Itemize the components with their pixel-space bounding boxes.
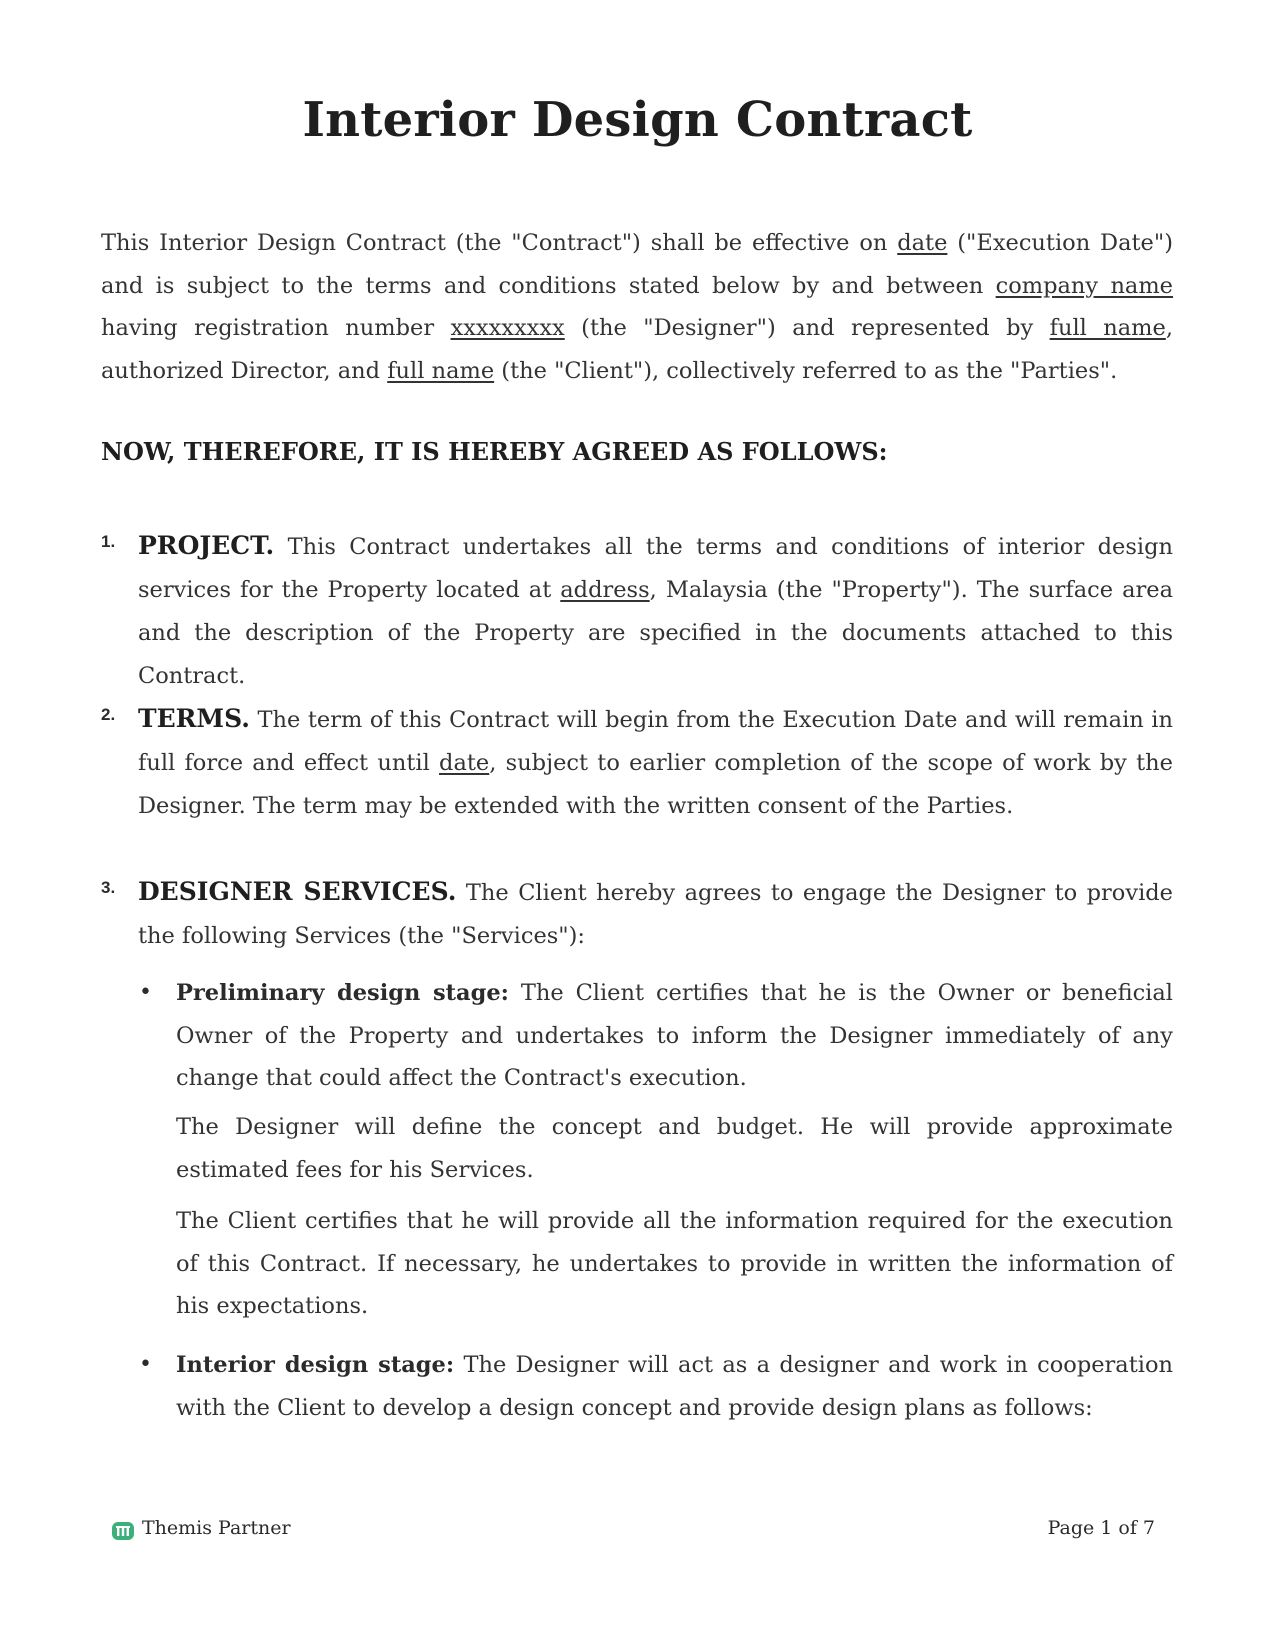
intro-text-4: (the "Designer") and represented by bbox=[564, 315, 1050, 341]
intro-paragraph bbox=[101, 222, 1173, 392]
clause-number: 1. bbox=[101, 532, 116, 551]
clause-body-1: The Client hereby agrees to engage the Designer to provide the following Services (the "Services"): bbox=[138, 880, 1173, 949]
agreement-heading: NOW, THEREFORE, IT IS HEREBY AGREED AS FOLLOWS: bbox=[101, 437, 888, 466]
list-item bbox=[139, 972, 1173, 1100]
service-text: The Designer will act as a designer and work in cooperation with the Client to develop a design concept and provide design plans as follows: bbox=[176, 1352, 1173, 1421]
clause-terms bbox=[101, 697, 1173, 828]
intro-text-5: , authorized Director, and bbox=[101, 315, 1173, 384]
service-paragraph-2 bbox=[101, 1200, 1173, 1328]
clause-number: 2. bbox=[101, 705, 116, 724]
company-name-placeholder: company name bbox=[995, 272, 1174, 299]
clause-body-1: The term of this Contract will begin from the Execution Date and will remain in full force and effect until bbox=[138, 707, 1173, 776]
director-full-name-placeholder: full name bbox=[1049, 315, 1166, 341]
list-item bbox=[139, 1344, 1173, 1429]
service-paragraph-1 bbox=[101, 1106, 1173, 1191]
bullet-icon: • bbox=[139, 1352, 152, 1377]
date-placeholder: date bbox=[897, 230, 948, 256]
clause-text bbox=[138, 524, 1173, 698]
service-heading: Preliminary design stage: bbox=[176, 980, 509, 1006]
service-preliminary bbox=[101, 972, 1173, 1100]
page-number: Page 1 of 7 bbox=[1047, 1517, 1155, 1539]
clause-heading: DESIGNER SERVICES. bbox=[138, 877, 457, 906]
paragraph-text: The Client certifies that he will provide all the information required for the execution of this Contract. If necessary, he undertakes to provide in written the information of his expectations. bbox=[176, 1208, 1173, 1319]
document-title: Interior Design Contract bbox=[302, 92, 973, 148]
client-full-name-placeholder: full name bbox=[387, 357, 495, 384]
intro-text-2: ("Execution Date") and is subject to the terms and conditions stated below by and between bbox=[101, 230, 1173, 299]
paragraph-text: The Designer will define the concept and budget. He will provide approximate estimated fees for his Services. bbox=[176, 1114, 1173, 1183]
service-text: The Client certifies that he is the Owner or beneficial Owner of the Property and undertakes to inform the Designer immediately of any change that could affect the Contract's execution. bbox=[176, 980, 1173, 1091]
clause-text bbox=[138, 697, 1173, 828]
clause-body-2: , Malaysia (the "Property"). The surface area and the description of the Property are specified in the documents attached to this Contract. bbox=[138, 577, 1173, 689]
intro-text-1: This Interior Design Contract (the "Contract") shall be effective on bbox=[101, 230, 898, 256]
clause-heading: PROJECT. bbox=[138, 531, 275, 560]
bullet-icon: • bbox=[139, 980, 152, 1005]
registration-number-placeholder: xxxxxxxxx bbox=[450, 315, 565, 341]
clause-heading: TERMS. bbox=[138, 704, 250, 733]
clause-text bbox=[138, 870, 1173, 958]
intro-text-6: (the "Client"), collectively referred to as the "Parties". bbox=[494, 357, 1118, 384]
clause-body-1: This Contract undertakes all the terms and conditions of interior design services for the Property located at bbox=[138, 534, 1173, 603]
themis-partner-logo-icon bbox=[111, 1520, 135, 1542]
clause-body-2: , subject to earlier completion of the scope of work by the Designer. The term may be extended with the written consent of the Parties. bbox=[138, 750, 1173, 819]
clause-project bbox=[101, 524, 1173, 698]
address-placeholder: address bbox=[560, 577, 650, 603]
end-date-placeholder: date bbox=[439, 750, 490, 776]
service-interior bbox=[101, 1344, 1173, 1429]
footer-brand: Themis Partner bbox=[142, 1517, 291, 1539]
intro-text-3: having registration number bbox=[101, 315, 451, 341]
clause-number: 3. bbox=[101, 878, 116, 897]
clause-designer-services bbox=[101, 870, 1173, 958]
service-heading: Interior design stage: bbox=[176, 1352, 455, 1378]
